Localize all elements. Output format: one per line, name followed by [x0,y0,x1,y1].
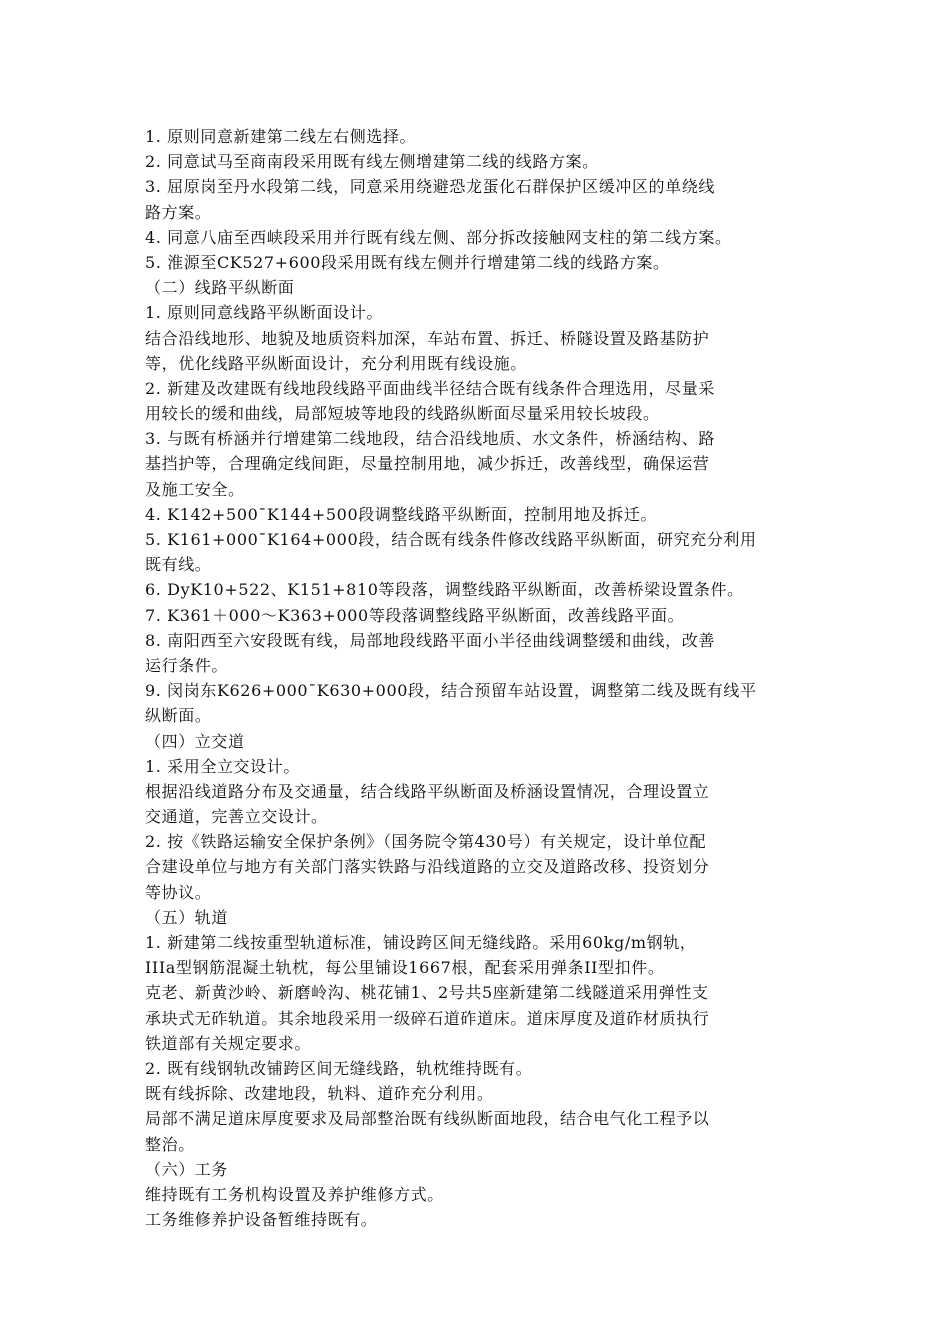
section-heading: （六）工务 [145,1159,229,1179]
text-line: 运行条件。 [145,655,229,675]
text-line: 局部不满足道床厚度要求及局部整治既有线纵断面地段，结合电气化工程予以 [145,1109,710,1129]
text-line: 1. 采用全立交设计。 [145,756,300,776]
text-line: 等，优化线路平纵断面设计，充分利用既有线设施。 [145,353,527,373]
text-line: 6. DyK10+522、K151+810等段落，调整线路平纵断面，改善桥梁设置条件。 [145,580,744,600]
text-line: 5. 淮源至CK527+600段采用既有线左侧并行增建第二线的线路方案。 [145,252,670,272]
text-line: 合建设单位与地方有关部门落实铁路与沿线道路的立交及道路改移、投资划分 [145,857,710,877]
text-line: 既有线拆除、改建地段，轨料、道砟充分利用。 [145,1084,494,1104]
text-line: 交通道，完善立交设计。 [145,807,328,827]
section-heading: （五）轨道 [145,907,229,927]
text-line: 结合沿线地形、地貌及地质资料加深，车站布置、拆迁、桥隧设置及路基防护 [145,328,710,348]
text-line: 1. 新建第二线按重型轨道标准，铺设跨区间无缝线路。采用60kg/m钢轨， [145,933,697,952]
text-line: 3. 与既有桥涵并行增建第二线地段，结合沿线地质、水文条件，桥涵结构、路 [145,429,715,449]
text-line: 及施工安全。 [145,479,245,499]
text-line: 路方案。 [145,202,212,222]
text-line: 工务维修养护设备暂维持既有。 [145,1210,378,1230]
text-line: 2. 同意试马至商南段采用既有线左侧增建第二线的线路方案。 [145,152,599,172]
text-line: IIIa型钢筋混凝土轨枕，每公里铺设1667根，配套采用弹条II型扣件。 [145,958,665,978]
text-line: 用较长的缓和曲线，局部短坡等地段的线路纵断面尽量采用较长坡段。 [145,404,660,424]
text-line: 9. 闵岗东K626+000¯K630+000段，结合预留车站设置，调整第二线及既有线平 [145,681,757,701]
text-line: 纵断面。 [145,706,212,726]
text-line: 根据沿线道路分布及交通量，结合线路平纵断面及桥涵设置情况，合理设置立 [145,781,710,801]
text-line: 1. 原则同意线路平纵断面设计。 [145,303,383,323]
text-line: 5. K161+000¯K164+000段，结合既有线条件修改线路平纵断面，研究充分利用 [145,530,757,549]
text-line: 维持既有工务机构设置及养护维修方式。 [145,1184,444,1204]
document-body [145,124,815,1232]
text-line: 既有线。 [145,555,212,575]
section-heading: （四）立交道 [145,731,245,751]
text-line: 克老、新黄沙岭、新磨岭沟、桃花铺1、2号共5座新建第二线隧道采用弹性支 [145,983,709,1003]
text-line: 3. 屈原岗至丹水段第二线，同意采用绕避恐龙蛋化石群保护区缓冲区的单绕线 [145,177,715,197]
text-line: 等协议。 [145,882,212,902]
text-line: 整治。 [145,1134,195,1154]
text-line: 2. 新建及改建既有线地段线路平面曲线半径结合既有线条件合理选用，尽量采 [145,378,715,398]
text-line: 8. 南阳西至六安段既有线，局部地段线路平面小半径曲线调整缓和曲线，改善 [145,630,715,650]
text-line: 7. K361＋000～K363+000等段落调整线路平纵断面，改善线路平面。 [145,605,685,625]
text-line: 承块式无砟轨道。其余地段采用一级碎石道砟道床。道床厚度及道砟材质执行 [145,1008,710,1028]
text-line: 铁道部有关规定要求。 [145,1033,312,1053]
text-line: 基挡护等，合理确定线间距，尽量控制用地，减少拆迁，改善线型，确保运营 [145,454,710,474]
text-line: 4. K142+500¯K144+500段调整线路平纵断面，控制用地及拆迁。 [145,504,658,524]
text-line: 2. 既有线钢轨改铺跨区间无缝线路，轨枕维持既有。 [145,1058,533,1078]
text-line: 1. 原则同意新建第二线左右侧选择。 [145,127,417,146]
text-line: 4. 同意八庙至西峡段采用并行既有线左侧、部分拆改接触网支柱的第二线方案。 [145,227,732,247]
text-line: 2. 按《铁路运输安全保护条例》（国务院令第430号）有关规定，设计单位配 [145,832,707,852]
section-heading: （二）线路平纵断面 [145,278,295,298]
